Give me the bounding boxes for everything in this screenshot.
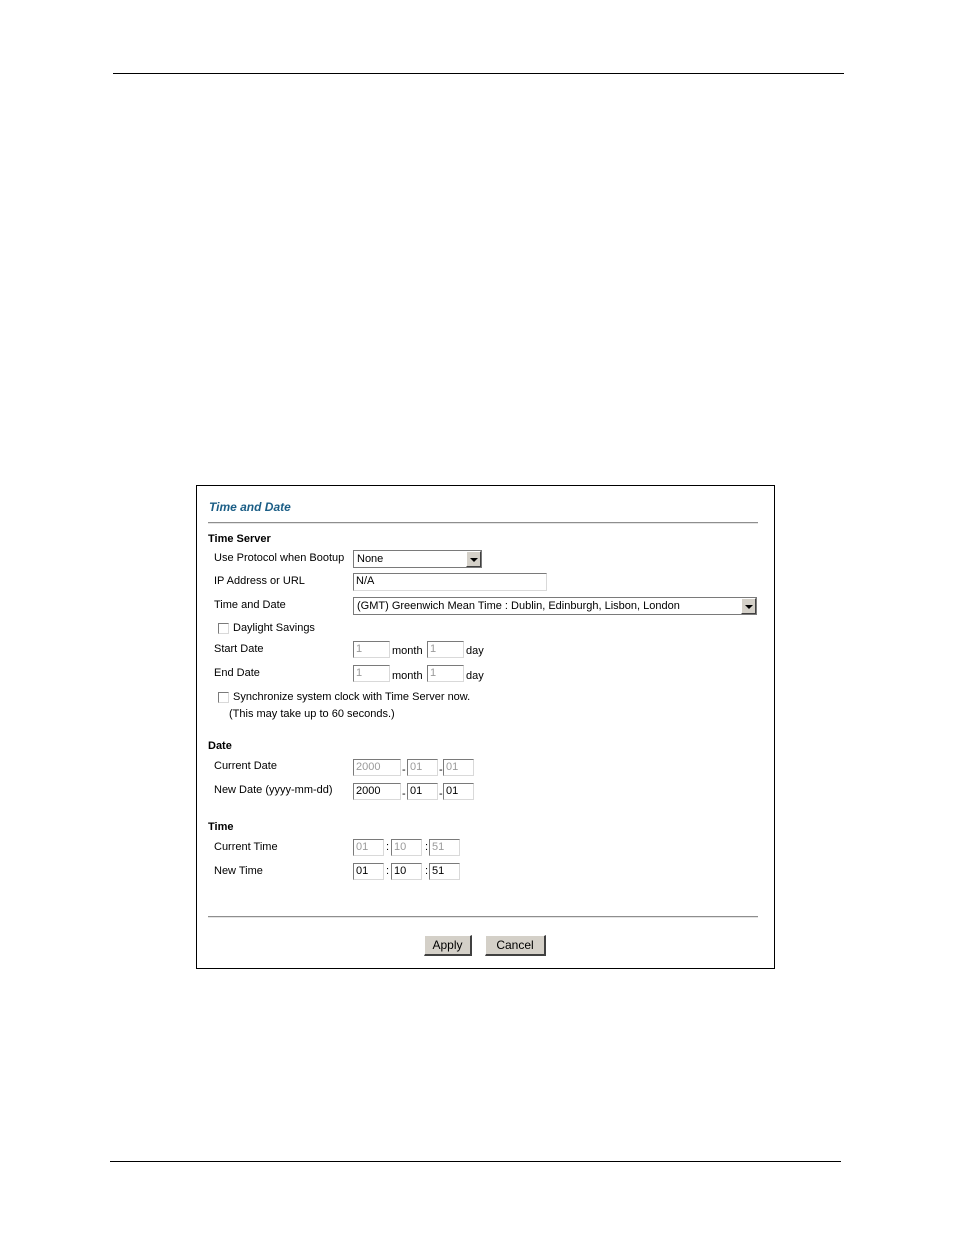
current-second-field: 51 xyxy=(429,839,460,856)
protocol-label: Use Protocol when Bootup xyxy=(214,552,345,564)
start-month-unit: month xyxy=(392,645,423,657)
title-divider xyxy=(208,522,758,524)
end-day-unit: day xyxy=(466,670,484,682)
panel-title: Time and Date xyxy=(209,500,291,514)
current-minute-field: 10 xyxy=(391,839,422,856)
end-month-input[interactable]: 1 xyxy=(353,665,390,682)
new-hour-input[interactable]: 01 xyxy=(353,863,384,880)
protocol-select[interactable] xyxy=(353,550,482,568)
start-date-label: Start Date xyxy=(214,643,264,655)
chevron-down-icon[interactable] xyxy=(466,551,481,567)
time-separator: : xyxy=(425,841,429,853)
timezone-label: Time and Date xyxy=(214,599,286,611)
end-day-input[interactable]: 1 xyxy=(427,665,464,682)
timezone-select[interactable] xyxy=(353,597,757,615)
protocol-select-value: None xyxy=(357,553,384,565)
ip-address-input[interactable]: N/A xyxy=(353,573,547,591)
daylight-savings-checkbox[interactable] xyxy=(218,623,229,634)
cancel-button[interactable]: Cancel xyxy=(485,935,546,956)
page-footer-rule xyxy=(110,1161,841,1162)
time-separator: : xyxy=(386,865,390,877)
apply-button[interactable]: Apply xyxy=(424,935,472,956)
date-separator: - xyxy=(439,764,443,776)
date-separator: - xyxy=(439,788,443,800)
ip-address-label: IP Address or URL xyxy=(214,575,305,587)
end-month-unit: month xyxy=(392,670,423,682)
current-date-label: Current Date xyxy=(214,760,277,772)
current-year-field: 2000 xyxy=(353,759,401,776)
timezone-select-value: (GMT) Greenwich Mean Time : Dublin, Edinburgh, Lisbon, London xyxy=(357,600,680,612)
current-day-field: 01 xyxy=(443,759,474,776)
end-date-label: End Date xyxy=(214,667,260,679)
sync-clock-checkbox[interactable] xyxy=(218,692,229,703)
time-separator: : xyxy=(386,841,390,853)
page-header-rule xyxy=(113,73,844,74)
new-second-input[interactable]: 51 xyxy=(429,863,460,880)
sync-clock-note: (This may take up to 60 seconds.) xyxy=(229,708,395,720)
date-separator: - xyxy=(402,764,406,776)
start-day-unit: day xyxy=(466,645,484,657)
start-day-input[interactable]: 1 xyxy=(427,641,464,658)
new-month-input[interactable]: 01 xyxy=(407,783,438,800)
current-time-label: Current Time xyxy=(214,841,278,853)
chevron-down-icon[interactable] xyxy=(741,598,756,614)
footer-divider xyxy=(208,916,758,918)
sync-clock-label: Synchronize system clock with Time Server now. xyxy=(233,691,471,703)
date-heading: Date xyxy=(208,740,232,752)
new-date-label: New Date (yyyy-mm-dd) xyxy=(214,784,333,796)
start-month-input[interactable]: 1 xyxy=(353,641,390,658)
current-hour-field: 01 xyxy=(353,839,384,856)
date-separator: - xyxy=(402,788,406,800)
time-heading: Time xyxy=(208,821,234,833)
new-year-input[interactable]: 2000 xyxy=(353,783,401,800)
new-day-input[interactable]: 01 xyxy=(443,783,474,800)
time-separator: : xyxy=(425,865,429,877)
new-minute-input[interactable]: 10 xyxy=(391,863,422,880)
time-and-date-panel xyxy=(196,485,775,969)
time-server-heading: Time Server xyxy=(208,533,271,545)
new-time-label: New Time xyxy=(214,865,263,877)
daylight-savings-label: Daylight Savings xyxy=(233,622,315,634)
current-month-field: 01 xyxy=(407,759,438,776)
